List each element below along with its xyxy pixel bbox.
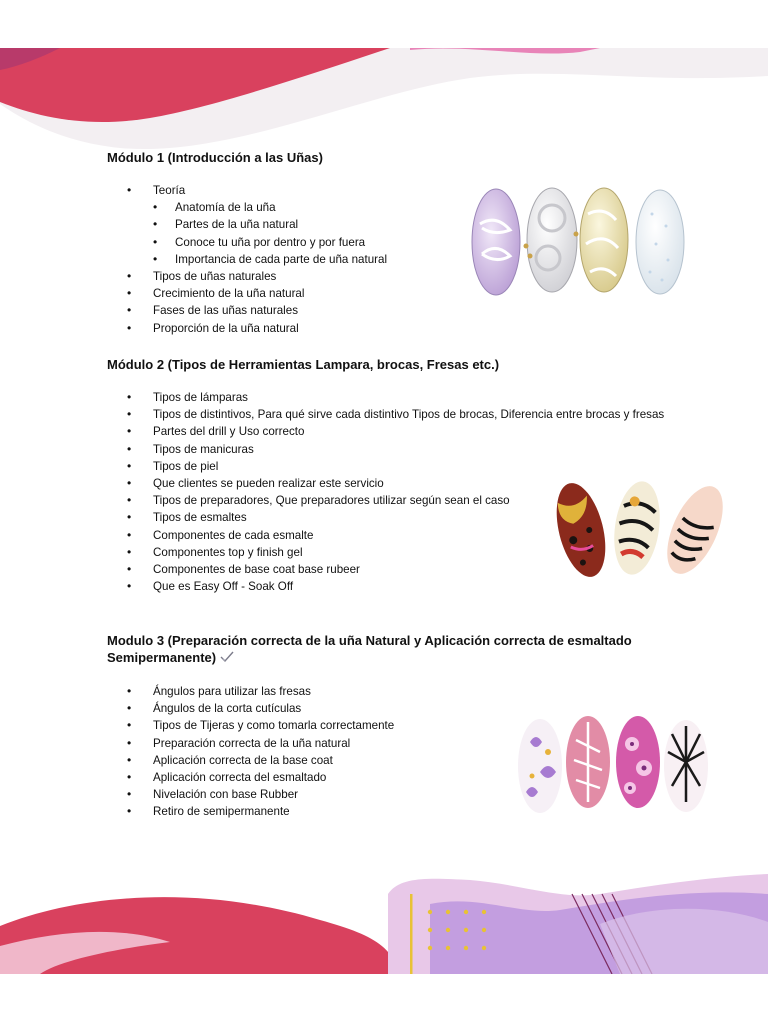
module-1-title: Módulo 1 (Introducción a las Uñas)	[107, 150, 323, 165]
list-item: • Que es Easy Off - Soak Off	[127, 578, 667, 595]
list-item: • Tipos de Tijeras y como tomarla correctamente	[127, 717, 394, 734]
sub-list-item: • Conoce tu uña por dentro y por fuera	[153, 234, 387, 251]
module-3-title-line2: Semipermanente)	[107, 650, 217, 665]
nail-art-image-animal-print	[555, 478, 725, 582]
list-item: • Componentes de base coat base rubeer	[127, 561, 667, 578]
list-item: • Tipos de esmaltes	[127, 509, 667, 526]
module-3-title-line1: Modulo 3 (Preparación correcta de la uña Natural y Aplicación correcta de esmaltado	[107, 633, 632, 648]
sub-list-item: • Anatomía de la uña	[153, 199, 387, 216]
list-item: • Tipos de manicuras	[127, 441, 667, 458]
nail-art-image-white-roses	[468, 184, 690, 302]
list-item: • Tipos de piel	[127, 458, 667, 475]
sub-list-item: • Partes de la uña natural	[153, 216, 387, 233]
nail-art-image-floral	[512, 712, 712, 816]
list-item: • Nivelación con base Rubber	[127, 786, 394, 803]
module-3-list	[127, 683, 394, 821]
list-item: • Crecimiento de la uña natural	[127, 285, 387, 302]
list-item: • Componentes top y finish gel	[127, 544, 667, 561]
list-item: • Partes del drill y Uso correcto	[127, 423, 667, 440]
list-item: • Preparación correcta de la uña natural	[127, 735, 394, 752]
list-item: • Aplicación correcta del esmaltado	[127, 769, 394, 786]
module-2-title: Módulo 2 (Tipos de Herramientas Lampara, brocas, Fresas etc.)	[107, 357, 500, 372]
list-item: • Fases de las uñas naturales	[127, 302, 387, 319]
list-item: • Componentes de cada esmalte	[127, 527, 667, 544]
list-item: • Tipos de uñas naturales	[127, 268, 387, 285]
list-item: • Aplicación correcta de la base coat	[127, 752, 394, 769]
document-page	[0, 48, 768, 974]
list-item: • Proporción de la uña natural	[127, 320, 387, 337]
list-item: • Ángulos de la corta cutículas	[127, 700, 394, 717]
sub-list-item: • Importancia de cada parte de uña natural	[153, 251, 387, 268]
module-1-list	[127, 182, 387, 337]
list-item-label: Teoría	[153, 184, 186, 197]
list-item: • Que clientes se pueden realizar este servicio	[127, 475, 667, 492]
check-mark-icon	[220, 651, 234, 663]
list-item	[127, 182, 387, 268]
list-item: • Tipos de preparadores, Que preparadores utilizar según sean el caso	[127, 492, 667, 509]
list-item: • Tipos de distintivos, Para qué sirve cada distintivo Tipos de brocas, Diferencia entre brocas y fresas	[127, 406, 667, 423]
module-1-sublist	[153, 199, 387, 268]
list-item: • Retiro de semipermanente	[127, 803, 394, 820]
module-3-title	[107, 632, 632, 666]
list-item: • Ángulos para utilizar las fresas	[127, 683, 394, 700]
bottom-decorative-wave	[0, 864, 768, 974]
list-item: • Tipos de lámparas	[127, 389, 667, 406]
